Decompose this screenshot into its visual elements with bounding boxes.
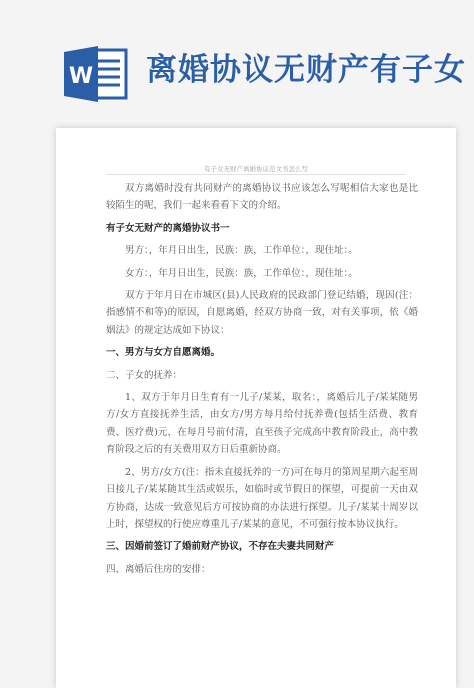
marriage-paragraph: 双方于年月日在市城区(县)人民政府的民政部门登记结婚，现因(注：指感情不和等)的原因，自愿离婚，经双方协商一致，对有关事项，依《婚姻法》的规定达成如下协议： (106, 290, 418, 336)
page-header: 有子女无财产离婚协议范文书怎么写 (204, 165, 308, 173)
clause-2: 二、子女的抚养： (106, 369, 183, 381)
section-title: 有子女无财产的离婚协议书一 (106, 222, 230, 234)
word-document-icon (64, 44, 130, 104)
clause-4: 四、离婚后住房的安排： (106, 563, 211, 575)
header-divider (106, 174, 406, 175)
clause-2-2: 2、男方/女方(注：指未直接抚养的一方)可在每月的第周星期六起至周日接儿子/某某随其生活或娱乐，如临时或节假日的探望，可提前一天由双方协商，达成一致意见后方可按协商的办法进行探望。儿子/某某十周岁以上时，探望权的行使应尊重儿子/某某的意见，不可强行按本协议执行。 (106, 466, 418, 530)
banner (0, 0, 474, 125)
intro-paragraph: 双方离婚时没有共同财产的离婚协议书应该怎么写呢相信大家也是比较陌生的呢，我们一起来看看下文的介绍。 (106, 183, 418, 212)
clause-3: 三、因婚前签订了婚前财产协议，不存在夫妻共同财产 (106, 541, 335, 553)
word-logo-letter: W (68, 64, 94, 89)
clause-2-1: 1、双方于年月日生育有一儿子/某某，取名：，离婚后儿子/某某随男方/女方直接抚养生活，由女方/男方每月给付抚养费(包括生活费、教育费、医疗费)元，在每月号前付清，直至孩子完成高中教育阶段止，高中教育阶段之后的有关费用双方日后重新协商。 (106, 392, 418, 456)
clause-1: 一、男方与女方自愿离婚。 (106, 347, 221, 359)
document-body (106, 180, 418, 578)
document-page (56, 128, 456, 688)
woman-info: 女方：，年月日出生，民族：族，工作单位：，现住址：。 (125, 267, 358, 279)
man-info: 男方：，年月日出生，民族：族，工作单位：，现住址：。 (125, 245, 358, 257)
banner-title: 离婚协议无财产有子女 (146, 52, 466, 88)
